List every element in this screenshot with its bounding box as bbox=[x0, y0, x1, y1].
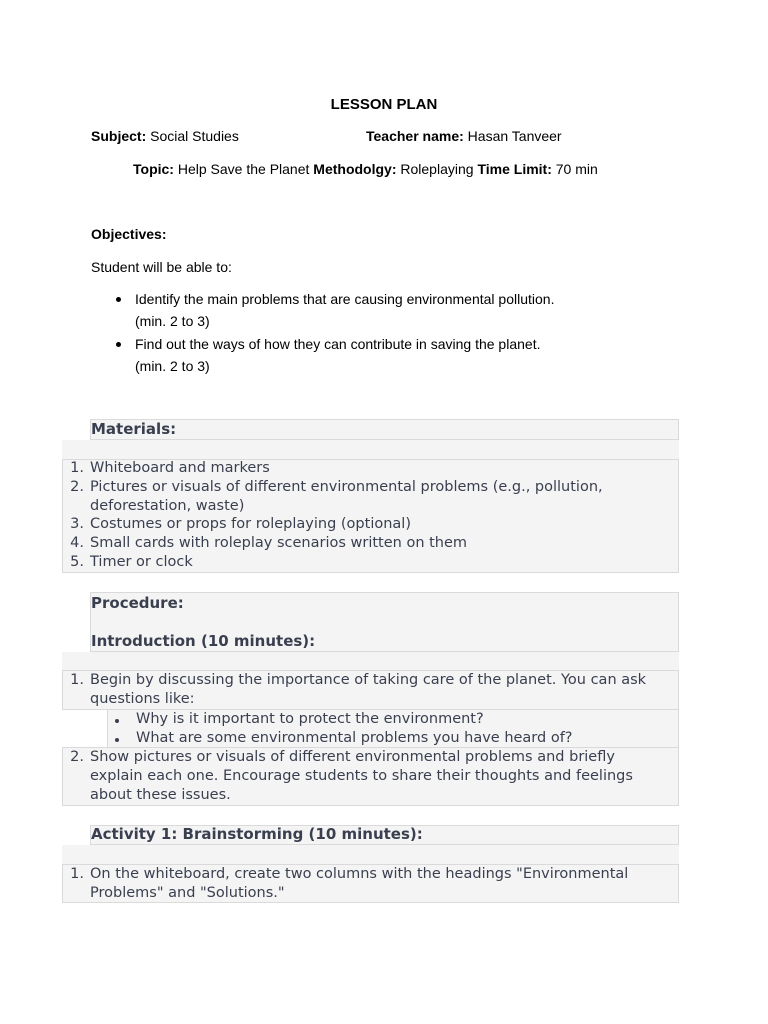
list-item bbox=[62, 748, 679, 805]
materials-heading: Materials: bbox=[91, 420, 177, 438]
subject-value: Social Studies bbox=[150, 128, 239, 144]
list-item bbox=[62, 478, 679, 497]
list-item-continuation bbox=[62, 497, 679, 515]
list-text: explain each one. Encourage students to share their thoughts and feelings bbox=[90, 768, 633, 784]
list-text: deforestation, waste) bbox=[90, 498, 245, 514]
list-text: Problems" and "Solutions." bbox=[90, 885, 285, 901]
sub-bullet-item: Why is it important to protect the environment? bbox=[136, 711, 484, 727]
list-number: 1. bbox=[70, 460, 84, 476]
subject-label: Subject: bbox=[91, 128, 147, 144]
topic-line bbox=[133, 161, 598, 177]
objective-item-2: Find out the ways of how they can contribute in saving the planet. bbox=[135, 336, 541, 352]
time-value: 70 min bbox=[555, 161, 598, 177]
time-label: Time Limit: bbox=[477, 161, 552, 177]
bullet-icon bbox=[115, 719, 119, 723]
list-text: Costumes or props for roleplaying (optional) bbox=[90, 516, 411, 532]
teacher-value: Hasan Tanveer bbox=[467, 128, 562, 144]
page-title: LESSON PLAN bbox=[330, 96, 438, 113]
method-label: Methodolgy: bbox=[313, 161, 397, 177]
topic-label: Topic: bbox=[133, 161, 174, 177]
list-text: Show pictures or visuals of different environmental problems and briefly bbox=[90, 749, 615, 765]
introduction-heading: Introduction (10 minutes): bbox=[91, 632, 316, 650]
list-number: 4. bbox=[70, 535, 84, 551]
list-text: Whiteboard and markers bbox=[90, 460, 270, 476]
list-text: Pictures or visuals of different environmental problems (e.g., pollution, bbox=[90, 479, 603, 495]
list-item bbox=[62, 865, 679, 903]
bullet-icon bbox=[116, 342, 121, 347]
list-text: Begin by discussing the importance of taking care of the planet. You can ask bbox=[90, 672, 647, 688]
list-number: 3. bbox=[70, 516, 84, 532]
list-number: 2. bbox=[70, 479, 84, 495]
objective-item-1-note: (min. 2 to 3) bbox=[135, 313, 210, 329]
objective-item-2-note: (min. 2 to 3) bbox=[135, 358, 210, 374]
list-item bbox=[62, 534, 679, 553]
list-text: about these issues. bbox=[90, 787, 231, 803]
bullet-icon bbox=[115, 738, 119, 742]
teacher-label: Teacher name: bbox=[366, 128, 464, 144]
spacer-band bbox=[62, 440, 679, 460]
list-item bbox=[62, 459, 679, 478]
objective-item-1: Identify the main problems that are causing environmental pollution. bbox=[135, 291, 555, 307]
spacer-band bbox=[62, 652, 679, 671]
objectives-heading: Objectives: bbox=[91, 226, 167, 242]
list-item bbox=[62, 515, 679, 534]
list-number: 2. bbox=[70, 749, 84, 765]
list-item bbox=[62, 553, 679, 572]
list-item bbox=[62, 671, 679, 709]
topic-value: Help Save the Planet bbox=[177, 161, 310, 177]
method-value: Roleplaying bbox=[400, 161, 474, 177]
materials-list bbox=[62, 459, 679, 572]
sub-bullet-item: What are some environmental problems you have heard of? bbox=[136, 730, 573, 746]
subject-field bbox=[91, 128, 239, 144]
list-number: 5. bbox=[70, 554, 84, 570]
materials-heading-box bbox=[90, 419, 679, 440]
spacer-band bbox=[62, 845, 679, 864]
list-text: Timer or clock bbox=[90, 554, 193, 570]
list-number: 1. bbox=[70, 672, 84, 688]
list-text: Small cards with roleplay scenarios written on them bbox=[90, 535, 468, 551]
list-text: questions like: bbox=[90, 691, 195, 707]
teacher-field bbox=[366, 128, 562, 144]
list-number: 1. bbox=[70, 866, 84, 882]
activity1-heading: Activity 1: Brainstorming (10 minutes): bbox=[91, 825, 423, 843]
list-text: On the whiteboard, create two columns with the headings "Environmental bbox=[90, 866, 629, 882]
bullet-icon bbox=[116, 297, 121, 302]
objectives-intro: Student will be able to: bbox=[91, 259, 232, 275]
procedure-heading: Procedure: bbox=[91, 594, 184, 612]
